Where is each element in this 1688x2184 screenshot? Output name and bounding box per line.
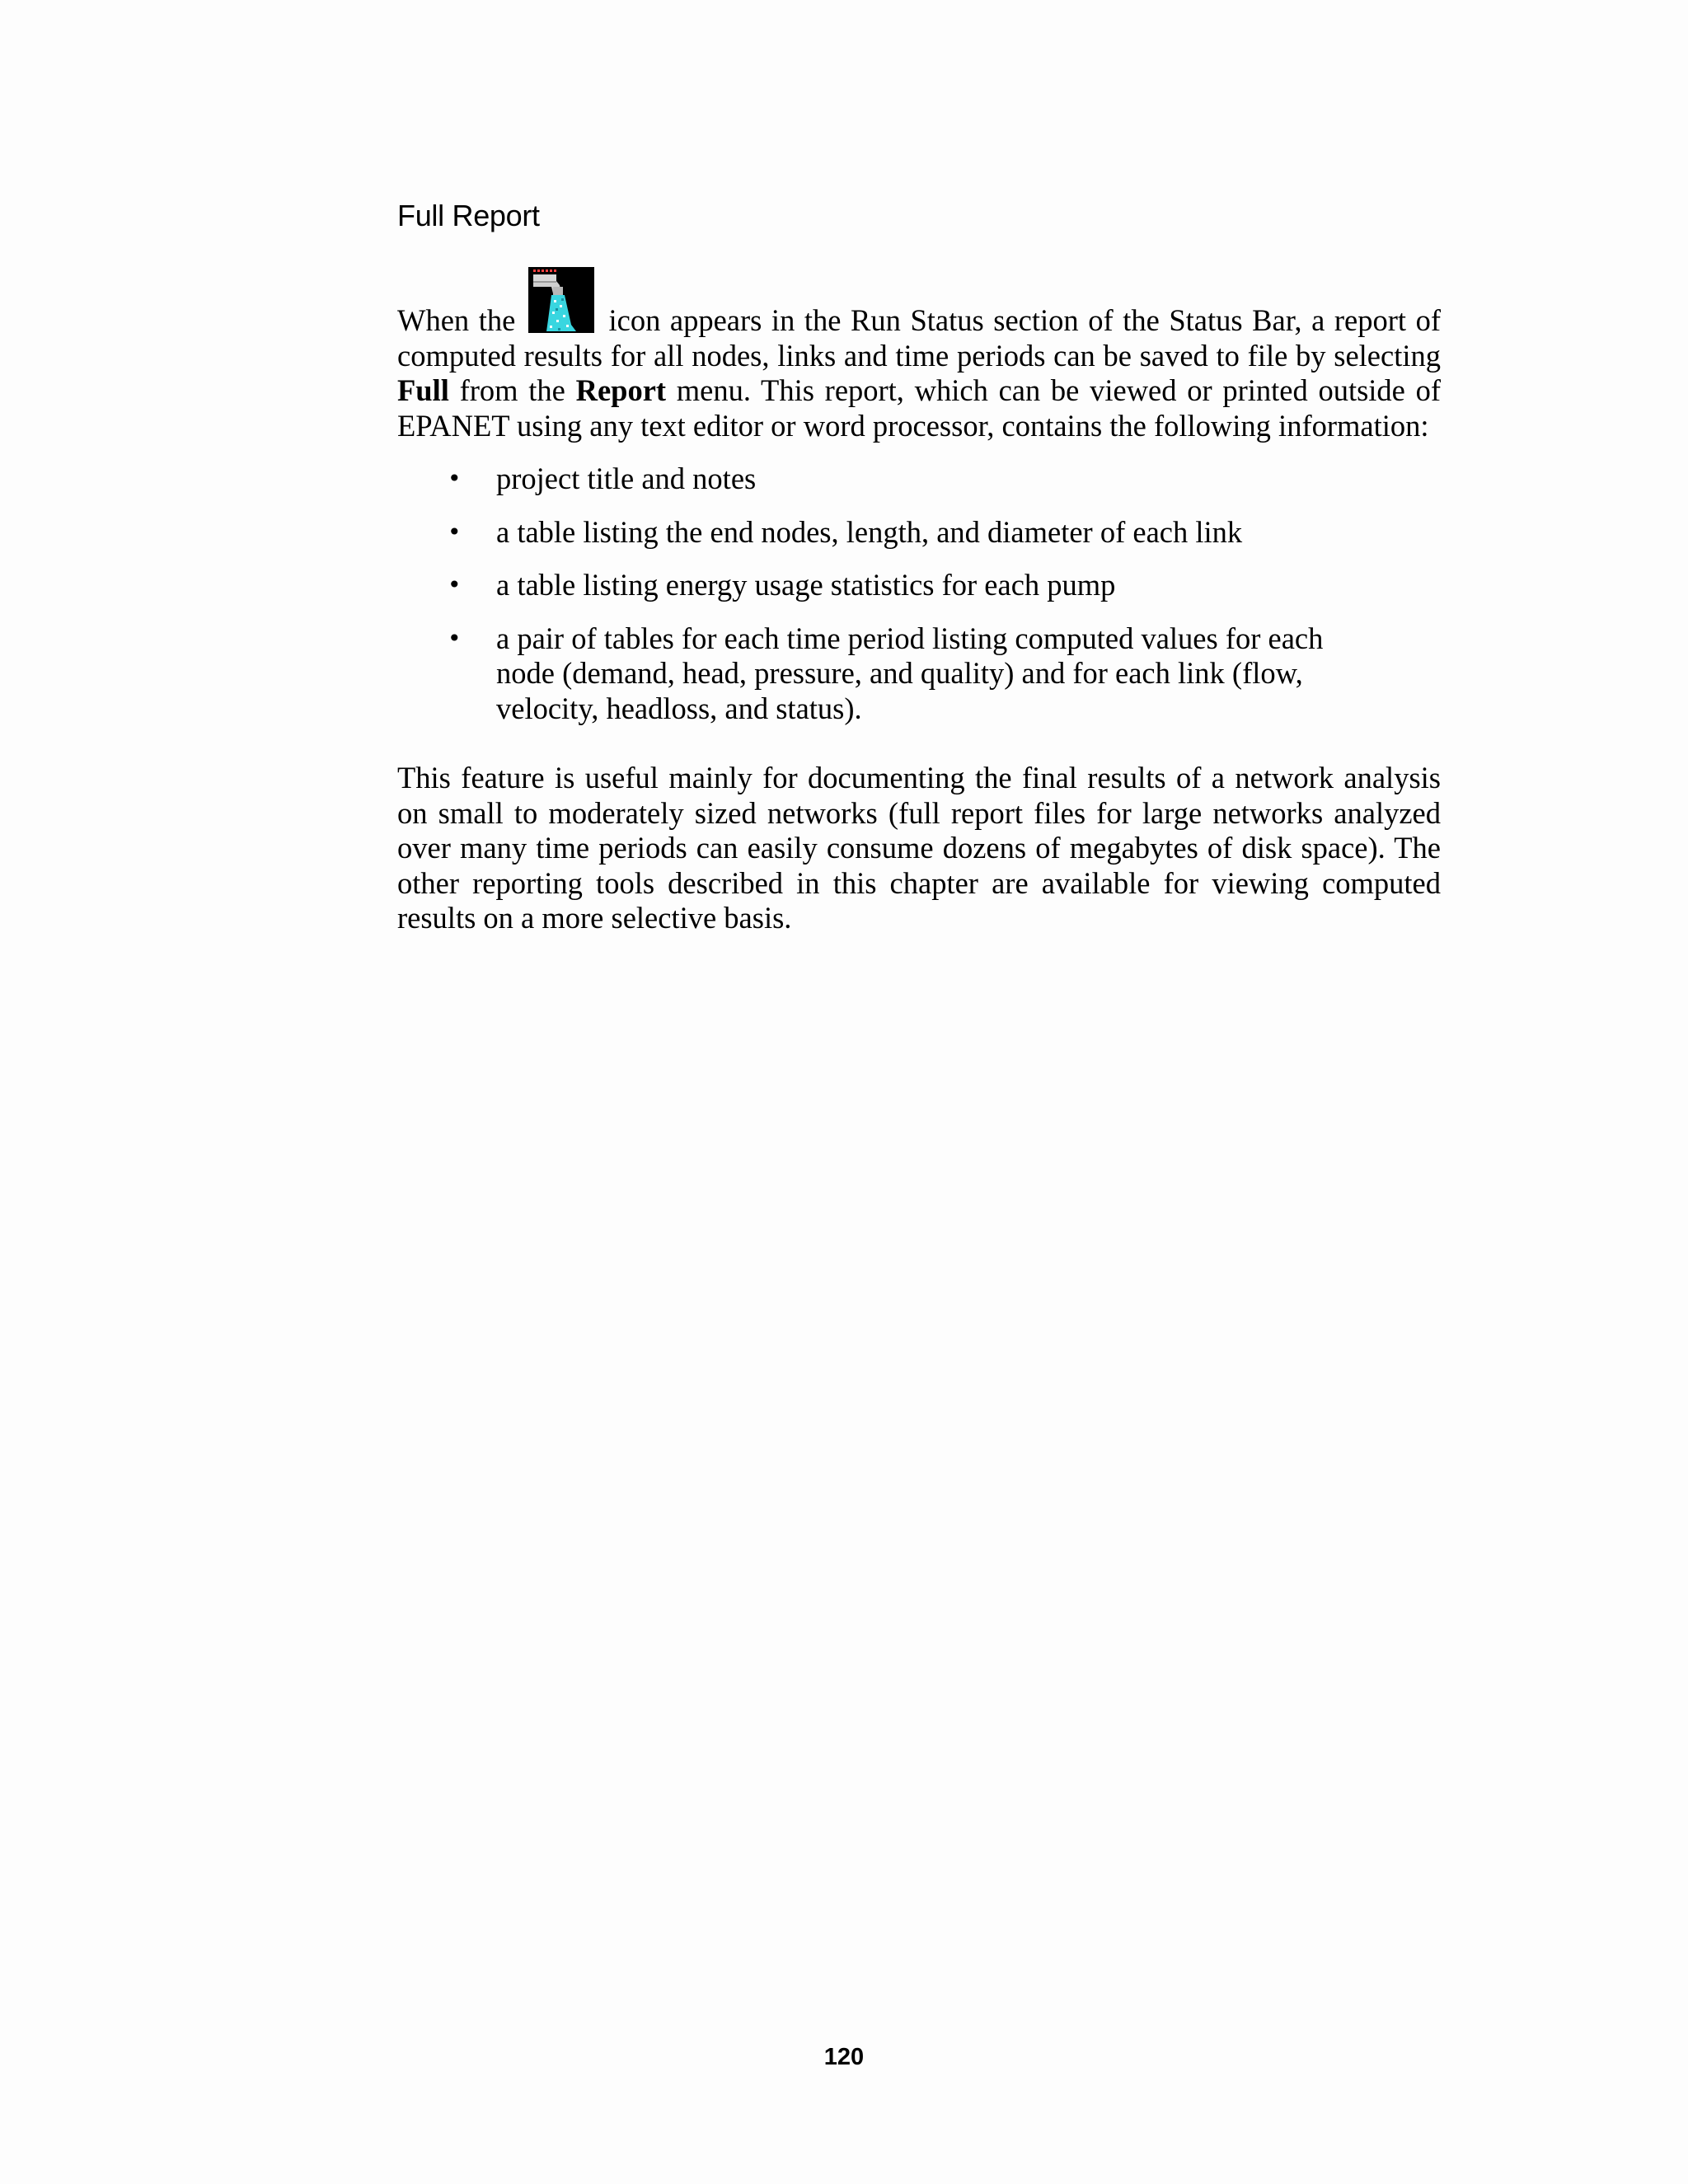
list-item-text: a table listing the end nodes, length, and diameter of each link (496, 514, 1243, 549)
list-item (397, 621, 1441, 727)
full-menu-item-label: Full (397, 373, 449, 407)
usage-paragraph: This feature is useful mainly for documenting the final results of a network analysis on small to moderately sized networks (full report files for large networks analyzed over many time periods can easily consume dozens of megabytes of disk space). The other reporting tools described in this chapter are available for viewing computed results on a more selective basis. (397, 761, 1441, 935)
page-number: 120 (823, 2044, 865, 2070)
bullet-icon: • (448, 465, 462, 492)
list-item (397, 568, 1441, 603)
report-contents-list (397, 462, 1441, 726)
list-item-text: a pair of tables for each time period listing computed values for each node (demand, head, pressure, and quality) and for each link (flow, velocity, headloss, and status). (496, 621, 1324, 725)
page-content (397, 198, 1441, 936)
intro-text-middle: from the (448, 373, 576, 407)
list-item (397, 462, 1441, 497)
report-menu-label: Report (575, 373, 667, 407)
bullet-icon: • (448, 624, 462, 652)
bullet-icon: • (448, 571, 462, 598)
list-item-text: project title and notes (496, 462, 757, 495)
intro-paragraph (397, 267, 1441, 443)
run-status-full-report-icon (528, 267, 594, 333)
section-heading: Full Report (397, 199, 540, 232)
list-item (397, 515, 1441, 551)
list-item-text: a table listing energy usage statistics for each pump (496, 568, 1116, 602)
intro-text-after-icon: icon appears in the Run Status section of the Status Bar, a report of computed results for all nodes, links and time periods can be saved to file by selecting (397, 303, 1442, 373)
bullet-icon: • (448, 518, 462, 546)
intro-text-start: When the (397, 303, 516, 337)
intro-text-end: menu. This report, which can be viewed or printed outside of EPANET using any text editor or word processor, contains the following information: (397, 373, 1442, 443)
